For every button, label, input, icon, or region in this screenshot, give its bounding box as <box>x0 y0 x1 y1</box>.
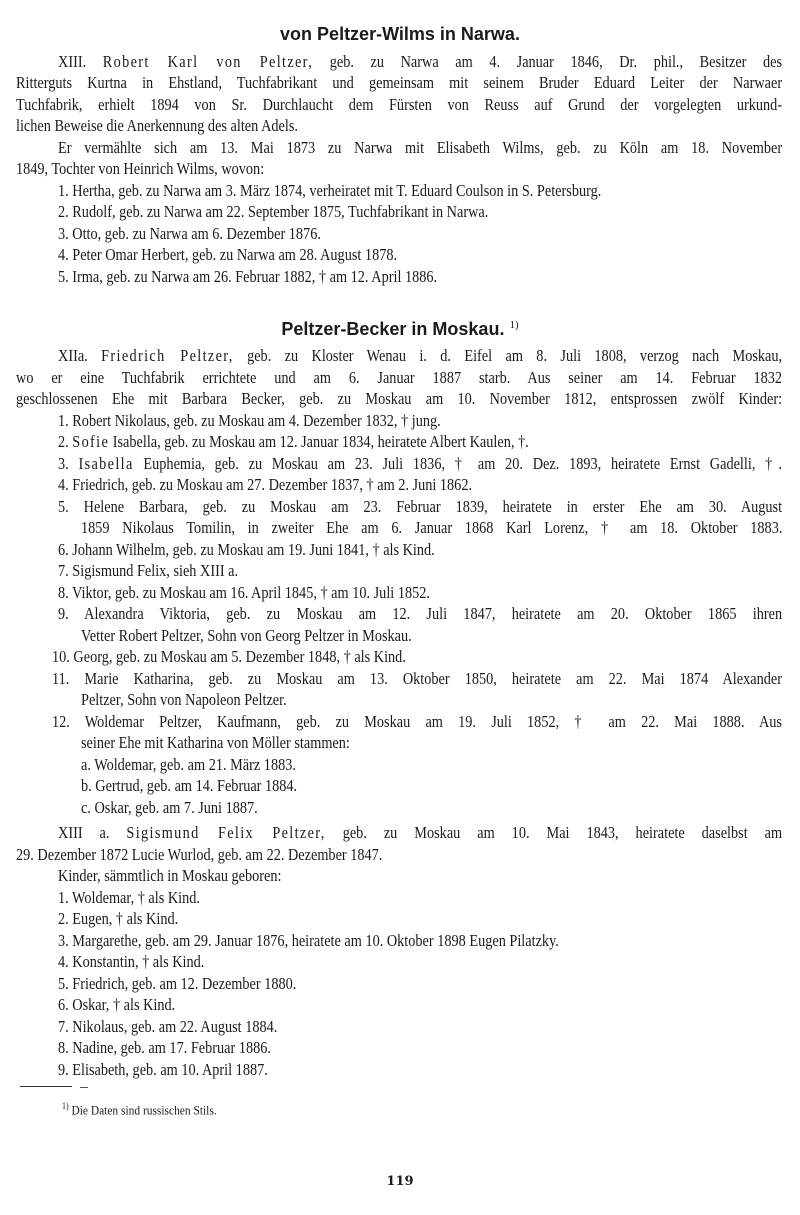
kinder-intro: Kinder, sämmtlich in Moskau geboren: <box>58 866 282 885</box>
list-item: 4. Friedrich, geb. zu Moskau am 27. Dezember 1837, † am 2. Juni 1862. <box>58 475 473 494</box>
list-item: 5. Helene Barbara, geb. zu Moskau am 23. Februar 1839, heiratete in erster Ehe am 30. August <box>58 497 783 516</box>
list-item: 12. Woldemar Peltzer, Kaufmann, geb. zu Moskau am 19. Juli 1852, † am 22. Mai 1888. Aus <box>52 712 782 731</box>
list-item: 10. Georg, geb. zu Moskau am 5. Dezember 1848, † als Kind. <box>52 647 406 666</box>
person-name: Robert Karl von Peltzer, <box>102 52 314 71</box>
paragraph-line: lichen Beweise die Anerkennung des alten Adels. <box>16 116 298 135</box>
list-item-continuation: seiner Ehe mit Katharina von Möller stammen: <box>81 733 350 752</box>
paragraph-line: 1849, Tochter von Heinrich Wilms, wovon: <box>16 159 265 178</box>
paragraph-text: geb. zu Moskau am 10. Mai 1843, heiratete daselbst am <box>342 823 783 842</box>
footnote-text: Die Daten sind russischen Stils. <box>71 1102 217 1118</box>
person-name: Sigismund Felix Peltzer, <box>126 823 326 842</box>
list-item: 4. Peter Omar Herbert, geb. zu Narwa am 28. August 1878. <box>58 245 398 264</box>
paragraph-line: Ritterguts Kurtna in Ehstland, Tuchfabrikant und gemeinsam mit seinem Bruder Eduard Leiter der Narwaer <box>16 73 783 92</box>
list-item: 5. Friedrich, geb. am 12. Dezember 1880. <box>58 974 297 993</box>
section-title-peltzer-wilms: von Peltzer-Wilms in Narwa. <box>280 24 520 44</box>
sub-list-item: c. Oskar, geb. am 7. Juni 1887. <box>81 798 258 817</box>
list-item: 6. Oskar, † als Kind. <box>58 995 176 1014</box>
sub-list-item: b. Gertrud, geb. am 14. Februar 1884. <box>81 776 298 795</box>
list-item-continuation: Peltzer, Sohn von Napoleon Peltzer. <box>81 690 287 709</box>
list-item: 3. Isabella Euphemia, geb. zu Moskau am 23. Juli 1836, † am 20. Dez. 1893, heiratete Ernst Gadelli, †. <box>58 454 783 473</box>
generation-label: XIII. <box>58 52 87 71</box>
paragraph-line: Tuchfabrik, erhielt 1894 von Sr. Durchlaucht dem Fürsten von Reuss auf Grund der vorgelegten urkund- <box>16 95 783 114</box>
paragraph-line <box>58 52 782 72</box>
list-item: 6. Johann Wilhelm, geb. zu Moskau am 19. Juni 1841, † als Kind. <box>58 540 435 559</box>
list-item: 9. Alexandra Viktoria, geb. zu Moskau am 12. Juli 1847, heiratete am 20. Oktober 1865 ihren <box>58 604 783 623</box>
list-item: 2. Sofie Isabella, geb. zu Moskau am 12. Januar 1834, heiratete Albert Kaulen, †. <box>58 432 529 451</box>
list-item: 8. Viktor, geb. zu Moskau am 16. April 1845, † am 10. Juli 1852. <box>58 583 430 602</box>
list-item: 1. Robert Nikolaus, geb. zu Moskau am 4. Dezember 1832, † jung. <box>58 411 441 430</box>
footnote-mark: 1) <box>62 1101 69 1111</box>
list-item-continuation: Vetter Robert Peltzer, Sohn von Georg Peltzer in Moskau. <box>81 626 412 645</box>
list-item: 3. Margarethe, geb. am 29. Januar 1876, heiratete am 10. Oktober 1898 Eugen Pilatzky. <box>58 931 559 950</box>
section-title-peltzer-becker: Peltzer-Becker in Moskau. $^{1)}$ <box>281 319 519 339</box>
list-item: 1. Woldemar, † als Kind. <box>58 888 200 907</box>
person-name: Friedrich Peltzer, <box>101 346 234 365</box>
footnote-separator-dash <box>80 1087 88 1088</box>
paragraph-line: wo er eine Tuchfabrik errichtete und am 6. Januar 1887 starb. Aus seiner am 14. Februar 1832 <box>16 368 783 387</box>
list-item: 11. Marie Katharina, geb. zu Moskau am 13. Oktober 1850, heiratete am 22. Mai 1874 Alexander <box>52 669 782 688</box>
list-item: 3. Otto, geb. zu Narwa am 6. Dezember 1876. <box>58 224 321 243</box>
list-item: 7. Sigismund Felix, sieh XIII a. <box>58 561 239 580</box>
sub-list-item: a. Woldemar, geb. am 21. März 1883. <box>81 755 296 774</box>
list-item-continuation: 1859 Nikolaus Tomilin, in zweiter Ehe am 6. Januar 1868 Karl Lorenz, † am 18. Oktober 1883. <box>81 518 783 537</box>
list-item: 5. Irma, geb. zu Narwa am 26. Februar 1882, † am 12. April 1886. <box>58 267 438 286</box>
list-item: 2. Eugen, † als Kind. <box>58 909 179 928</box>
paragraph-line: Er vermählte sich am 13. Mai 1873 zu Narwa mit Elisabeth Wilms, geb. zu Köln am 18. November <box>58 138 783 157</box>
list-item: 8. Nadine, geb. am 17. Februar 1886. <box>58 1038 271 1057</box>
list-item: 9. Elisabeth, geb. am 10. April 1887. <box>58 1060 268 1079</box>
page-number: 119 <box>386 1174 414 1189</box>
footnote-separator <box>20 1086 72 1087</box>
generation-label: XIIa. <box>58 346 88 365</box>
paragraph-line <box>58 823 782 843</box>
list-item: 4. Konstantin, † als Kind. <box>58 952 205 971</box>
list-item: 7. Nikolaus, geb. am 22. August 1884. <box>58 1017 278 1036</box>
footnote-mark: 1) <box>509 319 519 331</box>
paragraph-line: 29. Dezember 1872 Lucie Wurlod, geb. am 22. Dezember 1847. <box>16 845 383 864</box>
paragraph-line <box>58 346 782 366</box>
paragraph-line: geschlossenen Ehe mit Barbara Becker, geb. zu Moskau am 10. November 1812, entsprossen zwölf Kinder: <box>16 389 783 408</box>
paragraph-text: geb. zu Narwa am 4. Januar 1846, Dr. phil., Besitzer des <box>329 52 783 71</box>
footnote <box>62 1098 217 1118</box>
list-item: 1. Hertha, geb. zu Narwa am 3. März 1874, verheiratet mit T. Eduard Coulson in S. Petersburg. <box>58 181 602 200</box>
paragraph-text: geb. zu Kloster Wenau i. d. Eifel am 8. Juli 1808, verzog nach Moskau, <box>247 346 783 365</box>
generation-label: XIII a. <box>58 823 110 842</box>
list-item: 2. Rudolf, geb. zu Narwa am 22. September 1875, Tuchfabrikant in Narwa. <box>58 202 489 221</box>
